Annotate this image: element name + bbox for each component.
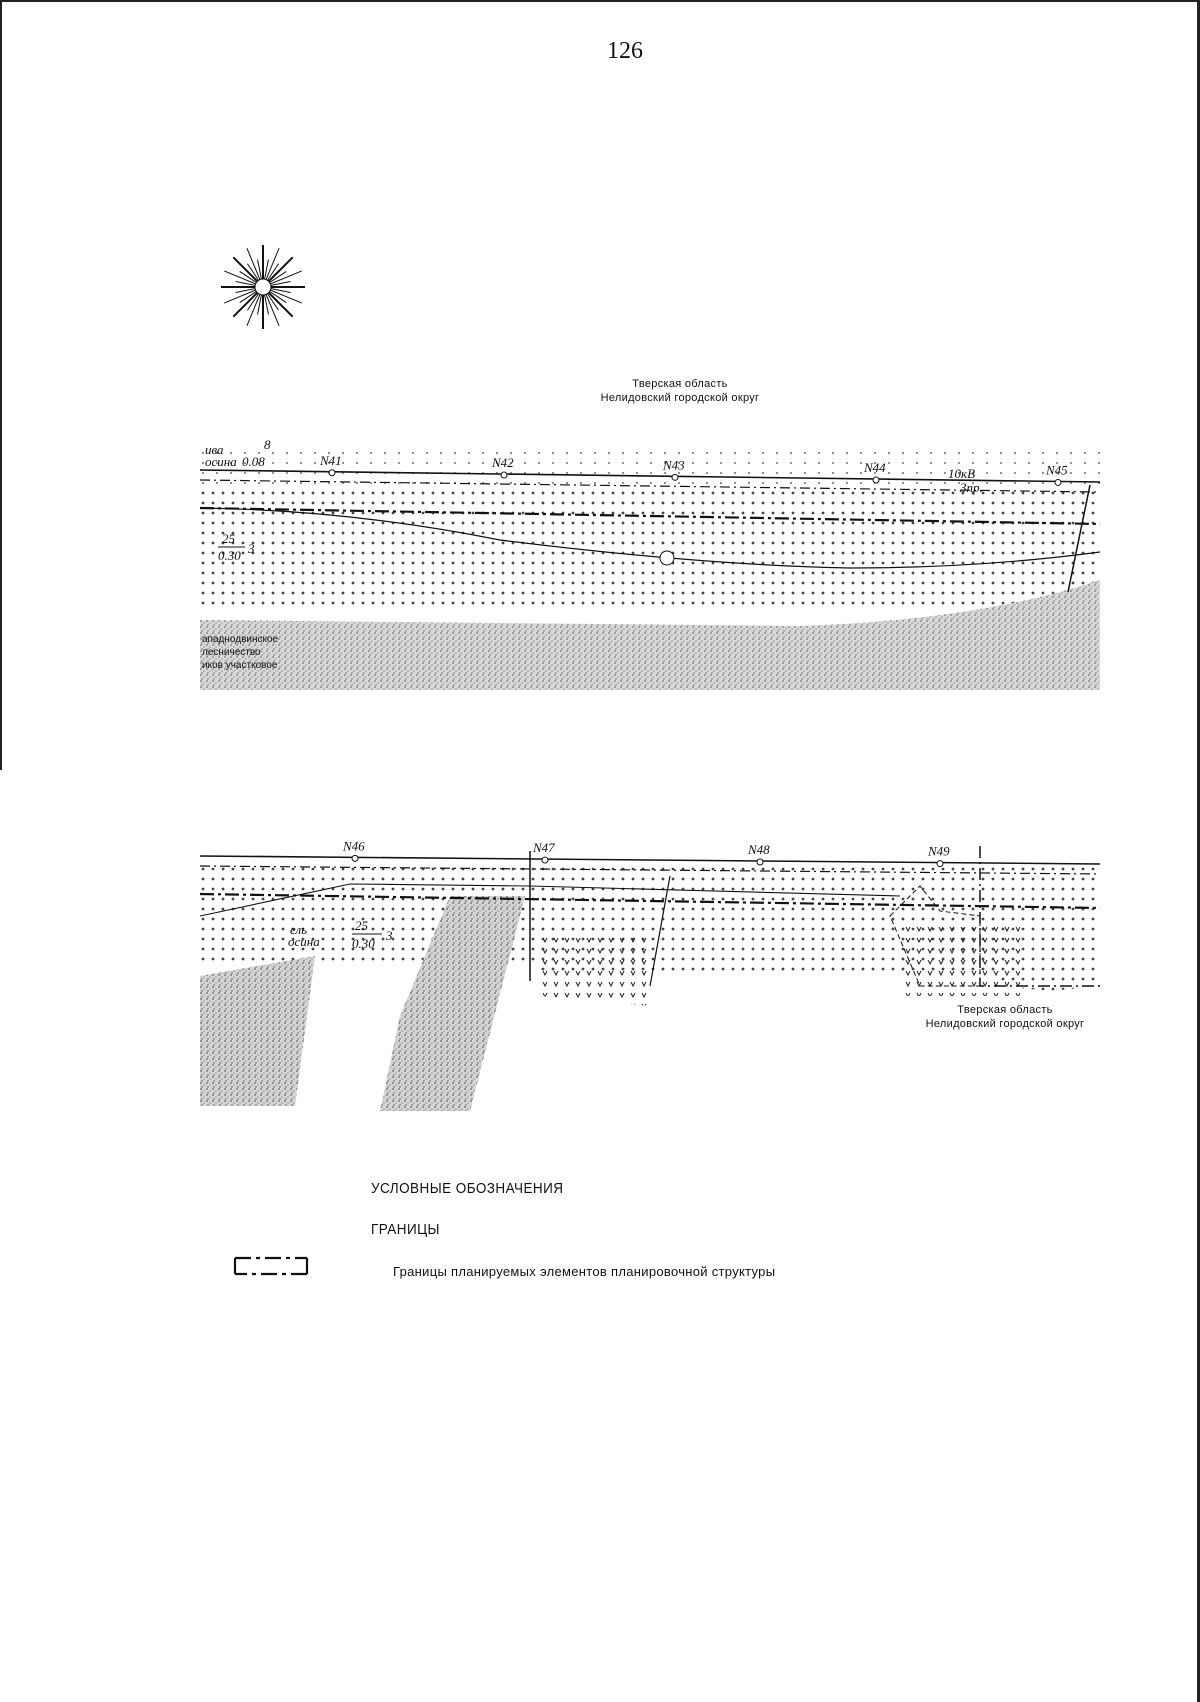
station-point-N42 — [501, 472, 507, 478]
forestry-label-1: ападнодвинское — [202, 634, 279, 645]
legend-section-title: ГРАНИЦЫ — [371, 1221, 440, 1238]
species-label-bottom-2: осина — [288, 934, 320, 949]
station-point-N41 — [329, 470, 335, 476]
station-point-N46 — [352, 855, 358, 861]
dash-dot-boundary-icon — [232, 1254, 312, 1276]
station-label-N41: N41 — [320, 452, 342, 468]
map-bottom-drawing — [200, 836, 1102, 1116]
stand-height-label: 25 — [222, 531, 235, 546]
station-label-N44: N44 — [864, 460, 886, 476]
region-label-bottom-line2: Нелидовский городской округ — [925, 1018, 1085, 1030]
legend-title: УСЛОВНЫЕ ОБОЗНАЧЕНИЯ — [371, 1180, 564, 1197]
legend-item-label: Границы планируемых элементов планировочной структуры — [393, 1264, 776, 1279]
station-point-N47 — [542, 857, 548, 863]
station-label-N46: N46 — [343, 838, 365, 854]
forestry-label-2: лесничество — [202, 647, 261, 658]
region-label-bottom — [905, 1003, 1105, 1031]
map-sheet-top — [200, 440, 1102, 700]
species-label-2: осина — [205, 454, 237, 469]
region-label-bottom-line1: Тверская область — [957, 1004, 1053, 1016]
wires-label: 3пр. — [960, 480, 983, 495]
stand-index-label-bottom: 3 — [386, 928, 393, 943]
station-point-N44 — [873, 477, 879, 483]
region-label-top-line1: Тверская область — [632, 378, 728, 390]
compass-center — [255, 279, 271, 295]
station-label-N42: N42 — [492, 455, 514, 471]
voltage-label: 10кВ — [948, 466, 976, 481]
station-label-N45: N45 — [1046, 462, 1068, 478]
station-label-N49: N49 — [928, 843, 950, 859]
road-line-bottom-1 — [200, 856, 1100, 864]
tree-diameter-label: 0.08 — [242, 454, 265, 469]
top-edge — [0, 0, 1200, 2]
species-label-bottom-1: ель — [290, 922, 308, 937]
station-point-N45 — [1055, 479, 1061, 485]
stand-height-label-bottom: 25 — [355, 918, 368, 933]
stand-diameter-label: 0.30 — [218, 548, 241, 563]
region-label-top — [560, 377, 800, 405]
forestry-label-3: иков участковое — [202, 660, 278, 671]
species-label-1: ива — [205, 442, 224, 457]
map-top-drawing — [200, 440, 1102, 700]
stand-diameter-label-bottom: 0.30 — [352, 936, 375, 951]
map-sheet-bottom — [200, 836, 1102, 1116]
station-label-N48: N48 — [748, 841, 770, 857]
forest-area-top — [200, 485, 1100, 610]
region-label-top-line2: Нелидовский городской округ — [600, 392, 760, 404]
stand-index-label: 3 — [248, 541, 255, 556]
forest-polygon-1 — [200, 956, 315, 1106]
compass-rose-icon — [218, 232, 318, 342]
station-point-N48 — [757, 859, 763, 865]
tree-symbol-icon — [660, 551, 674, 565]
station-label-N43: N43 — [663, 457, 685, 473]
station-point-N43 — [672, 474, 678, 480]
left-edge — [0, 0, 2, 770]
page-number: 126 — [607, 38, 643, 64]
station-point-N49 — [937, 861, 943, 867]
tree-height-label: 8 — [264, 440, 271, 452]
station-label-N47: N47 — [533, 840, 555, 856]
conifer-area-1 — [540, 936, 650, 1006]
